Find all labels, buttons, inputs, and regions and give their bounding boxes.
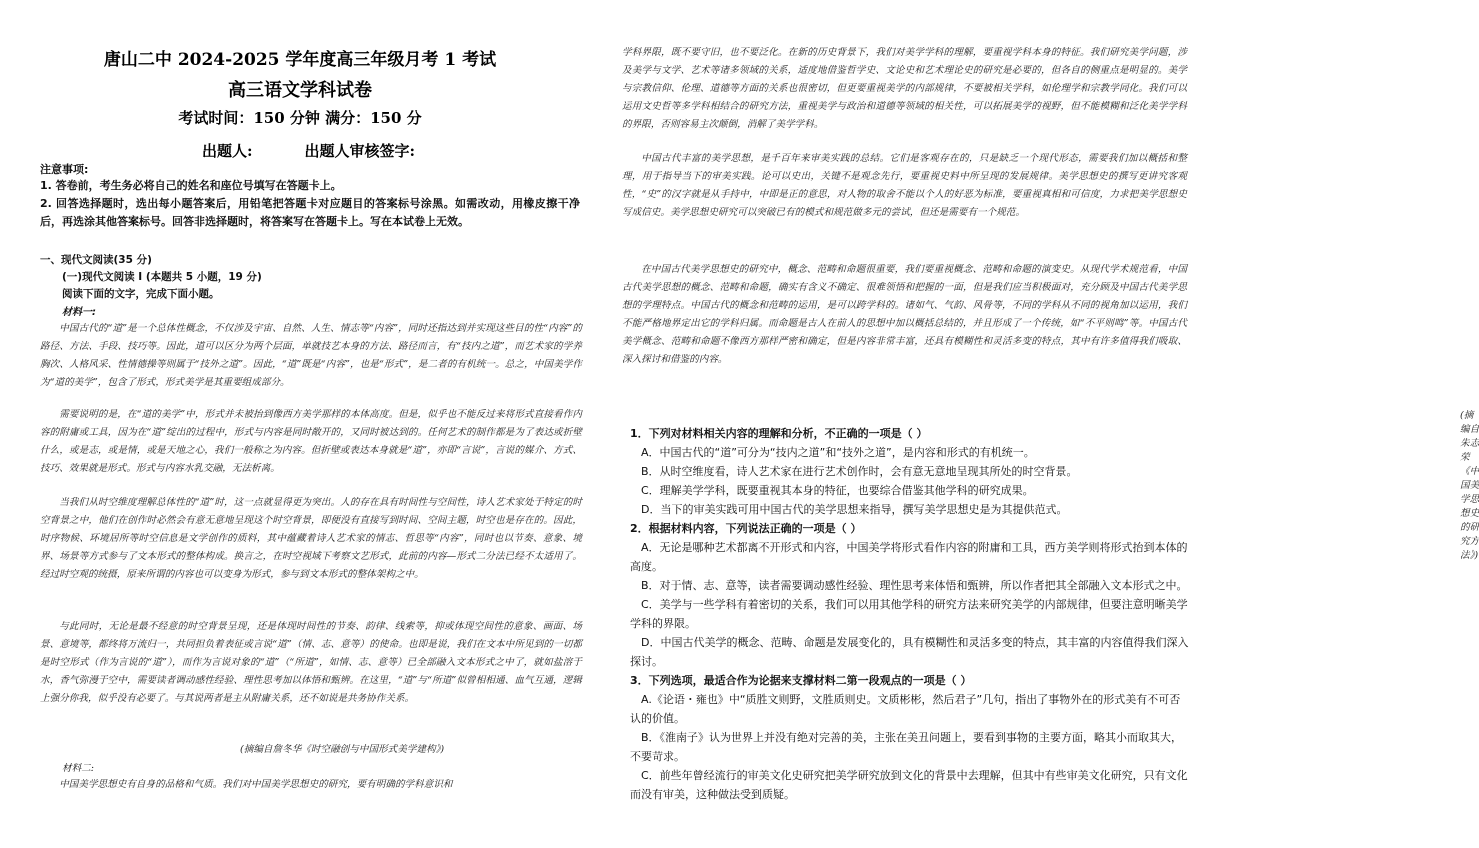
question-2: 2．根据材料内容，下列说法正确的一项是（ ） xyxy=(630,522,862,535)
notice-item-2: 2. 回答选择题时，选出每小题答案后，用铅笔把答题卡对应题目的答案标号涂黑。如需改动，用橡皮擦干净后，再选涂其他答案标号。回答非选择题时，将答案写在答题卡上。写在本试卷上无效。 xyxy=(40,197,580,228)
material1-label: 材料一: xyxy=(62,307,96,318)
material2-paragraph-2: 中国古代丰富的美学思想，是千百年来审美实践的总结。它们是客观存在的，只是缺乏一个现代形态，需要我们加以概括和整理，用于指导当下的审美实践。论可以史出，关键不是观念先行，要重视史料中所呈现的发展规律。美学思想史的撰写更讲究客观性，“史”的汉字就是从手持中，中即是正的意思，对人物的取舍不能以个人的好恶为标准，要重视真相和可信度，力求把美学思想史写成信史。美学思想史研究可以突破已有的模式和规范做多元的尝试，但还是需要有一个规范。 xyxy=(622,153,1187,219)
question-3: 3．下列选项，最适合作为论据来支撑材料二第一段观点的一项是（ ） xyxy=(630,674,972,687)
notice-heading: 注意事项: xyxy=(40,163,89,176)
notice-item-1: 1. 答卷前，考生务必将自己的姓名和座位号填写在答题卡上。 xyxy=(40,179,342,192)
material2-paragraph-1-start: 中国美学思想史有自身的品格和气质。我们对中国美学思想史的研究，要有明确的学科意识和 xyxy=(59,779,453,790)
subsection-title: (一)现代文阅读 I (本题共 5 小题，19 分) xyxy=(62,271,262,283)
exam-title: 唐山二中 2024-2025 学年度高三年级月考 1 考试 xyxy=(103,50,497,70)
exam-info: 考试时间：150 分钟 满分：150 分 xyxy=(178,109,422,127)
material2-source: (摘编自朱志荣《中国美学思想史的研究方法》) xyxy=(1460,410,1479,561)
q1-option-a: A．中国古代的“道”可分为“技内之道”和“技外之道”，是内容和形式的有机统一。 xyxy=(641,446,1035,459)
q3-option-b: B．《淮南子》认为世界上并没有绝对完善的美，主张在美丑问题上，要看到事物的主要方面，略其小而取其大，不要苛求。 xyxy=(630,731,1183,763)
setter-label: 出题人: xyxy=(202,142,253,160)
q3-option-a: A.《论语・雍也》中“质胜文则野，文胜质则史。文质彬彬，然后君子”几句，指出了事物外在的形式美有不可否认的价值。 xyxy=(630,693,1181,725)
material2-paragraph-3: 在中国古代美学思想史的研究中，概念、范畴和命题很重要，我们要重视概念、范畴和命题的演变史。从现代学术规范看，中国古代美学思想的概念、范畴和命题，确实有含义不确定、很难领悟和把握的一面，但是我们应当积极面对，充分顾及中国古代美学思想的学理特点。中国古代的概念和范畴的运用，是可以跨学科的。诸如气、气韵、风骨等，不同的学科从不同的视角加以运用，我们不能严格地界定出它的学科归属。而命题是古人在前人的思想中加以概括总结的，并且形成了一个传统，如“不平则鸣”等。中国古代美学概念、范畴和命题不像西方那样严密和确定，但是内容非常丰富，还具有模糊性和灵活多变的特点，其中有许多值得我们吸取、深入探讨和借鉴的内容。 xyxy=(622,264,1187,366)
question-1: 1．下列对材料相关内容的理解和分析，不正确的一项是（ ） xyxy=(630,427,928,440)
q2-option-a: A．无论是哪种艺术都离不开形式和内容，中国美学将形式看作内容的附庸和工具，西方美学则将形式抬到本体的高度。 xyxy=(630,541,1188,573)
material1-source: (摘编自詹冬华《时空融创与中国形式美学建构》) xyxy=(240,744,445,755)
q2-option-b: B．对于情、志、意等，读者需要调动感性经验、理性思考来体悟和甄辨，所以作者把其全部融入文本形式之中。 xyxy=(641,579,1188,592)
q2-option-d: D．中国古代美学的概念、范畴、命题是发展变化的，具有模糊性和灵活多变的特点，其丰富的内容值得我们深入探讨。 xyxy=(630,636,1189,668)
material2-paragraph-1-cont: 学科界限，既不要守旧，也不要泛化。在新的历史背景下，我们对美学学科的理解，要重视学科本身的特征。我们研究美学问题，涉及美学与文学、艺术等诸多领域的关系，适度地借鉴哲学史、文论史和艺术理论史的研究是必要的，但各自的侧重点是明显的。美学与宗教信仰、伦理、道德等方面的关系也很密切，但更要重视美学的内部规律，不要被相关学科，如伦理学和宗教学同化。我们可以运用文史哲等多学科相结合的研究方法，重视美学与政治和道德等领域的相关性，可以拓展美学的视野，但不能模糊和泛化美学学科的界限，否则容易主次颠倒，消解了美学学科。 xyxy=(622,47,1187,131)
reviewer-label: 出题人审核签字: xyxy=(304,142,416,160)
material1-paragraph-2: 需要说明的是，在“道的美学”中，形式并未被抬到像西方美学那样的本体高度。但是，似乎也不能反过来将形式直接看作内容的附庸或工具，因为在“道”绽出的过程中，形式与内容是同时敞开的，又同时被达到的。任何艺术的制作都是为了表达或折壁什么，或是志，或是情，或是天地之心，我们一般称之为内容。但折壁或表达本身就是“道”，亦即“言说”，言说的媒介、方式、技巧、效果就是形式。形式与内容水乳交融，无法析离。 xyxy=(40,409,582,475)
q1-option-d: D．当下的审美实践可用中国古代的美学思想来指导，撰写美学思想史是为其提供范式。 xyxy=(641,503,1068,516)
q3-option-c: C．前些年曾经流行的审美文化史研究把美学研究放到文化的背景中去理解，但其中有些审美文化研究，只有文化而没有审美，这种做法受到质疑。 xyxy=(630,769,1188,801)
q1-option-b: B．从时空维度看，诗人艺术家在进行艺术创作时，会有意无意地呈现其所处的时空背景。 xyxy=(641,465,1078,478)
material1-paragraph-1: 中国古代的“道”是一个总体性概念，不仅涉及宇宙、自然、人生、情志等“内容”，同时还指达到并实现这些目的性“内容”的路径、方法、手段、技巧等。因此，道可以区分为两个层面，单就技艺本身的方法、路径而言，有“技内之道”，而艺术家的学养胸次、人格风采、性情德操等则属于“技外之道”。因此，“道”既是“内容”，也是“形式”，是二者的有机统一。总之，中国美学作为“道的美学”，包含了形式，形式美学是其重要组成部分。 xyxy=(40,323,582,389)
signature-line xyxy=(202,140,467,161)
section-title: 一、现代文阅读(35 分) xyxy=(40,254,152,266)
material2-label: 材料二: xyxy=(62,763,95,774)
q1-option-c: C．理解美学学科，既要重视其本身的特征，也要综合借鉴其他学科的研究成果。 xyxy=(641,484,1034,497)
right-column xyxy=(610,0,1479,848)
question-block xyxy=(630,424,1190,804)
q2-option-c: C．美学与一些学科有着密切的关系，我们可以用其他学科的研究方法来研究美学的内部规律，但要注意明晰美学学科的界限。 xyxy=(630,598,1188,630)
left-column xyxy=(0,0,600,848)
material1-paragraph-4: 与此同时，无论是最不经意的时空背景呈现，还是体现时间性的节奏、韵律、线索等，抑或体现空间性的意象、画面、场景、意境等，都终将万流归一，共同担负着表征或言说“道”（情、志、意等）的使命。也即是说，我们在文本中所见到的一切都是时空形式（作为言说的“道”），而作为言说对象的“道”（“所道”，如情、志、意等）已全部融入文本形式之中了，就如盐溶于水，香气弥漫于空中，需要读者调动感性经验、理性思考加以体悟和甄辨。在这里，“道”与“所道”似曾相相通、血气互通，逻辑上强分你我，似乎没有必要了。与其说两者是主从附庸关系，还不如说是共务协作关系。 xyxy=(40,621,582,705)
exam-subtitle: 高三语文学科试卷 xyxy=(228,80,372,101)
instruction: 阅读下面的文字，完成下面小题。 xyxy=(62,288,220,300)
material1-paragraph-3: 当我们从时空维度理解总体性的“道”时，这一点就显得更为突出。人的存在具有时间性与空间性，诗人艺术家处于特定的时空背景之中，他们在创作时必然会有意无意地呈现这个时空背景，即便没有直接写到时间、空间主题，时空也是存在的。因此，时序物候、环境居所等时空信息是文学创作的质料，其中蕴藏着诗人艺术家的情志、哲思等“内容”，同时也以节奏、意象、境界、场景等方式参与了文本形式的整体构成。换言之，在时空视域下考察文艺形式，此前的内容—形式二分法已经不太适用了。经过时空观的统摄，原来所谓的内容也可以变身为形式，参与到文本形式的整体架构之中。 xyxy=(40,497,582,581)
